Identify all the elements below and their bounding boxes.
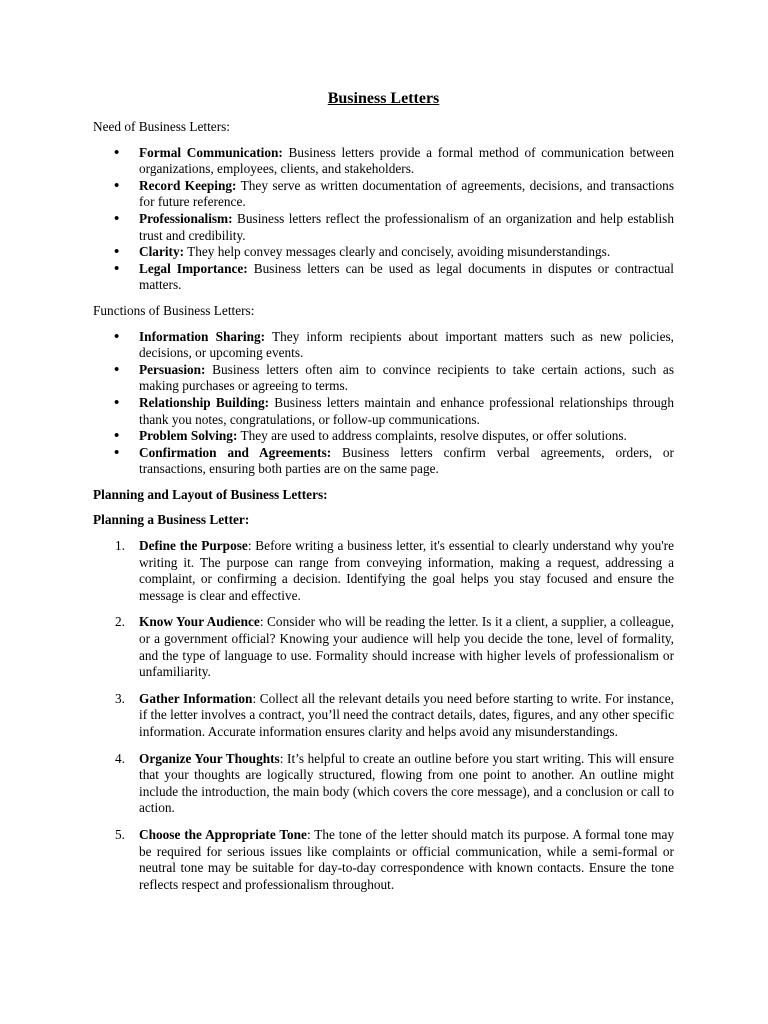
step-item	[93, 691, 674, 741]
step-text: : Consider who will be reading the letter. Is it a client, a supplier, a colleague, or a government official? Knowing your audience will help you decide the tone, level of formality, and the type of language to use. Formality should increase with higher levels of professionalism or unfamiliarity.	[139, 614, 674, 680]
item-text: Business letters confirm verbal agreements, orders, or transactions, ensuring both parties are on the same page.	[139, 444, 674, 477]
need-list	[93, 145, 674, 294]
list-item	[93, 145, 674, 178]
functions-heading: Functions of Business Letters:	[93, 302, 255, 318]
step-term: Define the Purpose	[139, 538, 248, 554]
planning-steps	[93, 538, 674, 893]
item-text: They serve as written documentation of agreements, decisions, and transactions for future reference.	[139, 177, 674, 210]
item-text: Business letters can be used as legal documents in disputes or contractual matters.	[139, 260, 674, 293]
step-item	[93, 538, 674, 604]
item-text: Business letters provide a formal method of communication between organizations, employees, clients, and stakeholders.	[139, 144, 674, 177]
item-text: They inform recipients about important matters such as new policies, decisions, or upcoming events.	[139, 328, 674, 361]
list-item	[93, 428, 674, 445]
functions-list	[93, 329, 674, 478]
step-text: : Collect all the relevant details you need before starting to write. For instance, if the letter involves a contract, you’ll need the contract details, dates, figures, and any other specific information. Accurate information ensures clarity and helps avoid any misunderstandings.	[139, 690, 674, 739]
list-item	[93, 329, 674, 362]
step-item	[93, 751, 674, 817]
item-term: Problem Solving:	[139, 428, 238, 444]
step-number: 1.	[115, 538, 125, 554]
planning-layout-heading: Planning and Layout of Business Letters:	[93, 486, 328, 502]
list-item	[93, 445, 674, 478]
item-text: Business letters often aim to convince recipients to take certain actions, such as making purchases or agreeing to terms.	[139, 361, 674, 394]
item-term: Professionalism:	[139, 210, 233, 226]
step-item	[93, 827, 674, 893]
item-term: Relationship Building:	[139, 394, 270, 410]
list-item	[93, 362, 674, 395]
item-term: Persuasion:	[139, 361, 206, 377]
item-term: Confirmation and Agreements:	[139, 444, 332, 460]
list-item	[93, 178, 674, 211]
list-item	[93, 244, 674, 261]
step-term: Know Your Audience	[139, 614, 260, 630]
item-text: Business letters maintain and enhance professional relationships through thank you notes, congratulations, or follow-up communications.	[139, 394, 674, 427]
list-item	[93, 261, 674, 294]
list-item	[93, 211, 674, 244]
need-heading: Need of Business Letters:	[93, 119, 231, 134]
list-item	[93, 395, 674, 428]
item-text: They help convey messages clearly and concisely, avoiding misunderstandings.	[184, 244, 611, 260]
item-term: Record Keeping:	[139, 177, 237, 193]
step-item	[93, 614, 674, 680]
page-title: Business Letters	[327, 90, 440, 107]
step-term: Organize Your Thoughts	[139, 750, 280, 766]
item-term: Formal Communication:	[139, 144, 283, 160]
step-text: : Before writing a business letter, it's essential to clearly understand why you're writing it. The purpose can range from conveying information, making a request, addressing a complaint, or confirming a decision. Identifying the goal helps you stay focused and ensure the message is clear and effective.	[139, 538, 675, 603]
step-number: 4.	[115, 750, 125, 766]
item-term: Information Sharing:	[139, 328, 266, 344]
step-number: 3.	[115, 690, 125, 706]
planning-heading: Planning a Business Letter:	[93, 512, 250, 528]
item-text: They are used to address complaints, resolve disputes, or offer solutions.	[237, 428, 627, 444]
item-term: Clarity:	[139, 244, 185, 260]
step-text: : The tone of the letter should match its purpose. A formal tone may be required for serious issues like complaints or official communication, while a semi-formal or neutral tone may be suitable for day-to-day correspondence with known contacts. Ensure the tone reflects respect and professionalism throughout.	[139, 826, 674, 892]
step-number: 2.	[115, 614, 125, 630]
item-text: Business letters reflect the professionalism of an organization and help establish trust and credibility.	[139, 210, 674, 243]
step-number: 5.	[115, 826, 125, 842]
item-term: Legal Importance:	[139, 260, 248, 276]
step-term: Choose the Appropriate Tone	[139, 826, 307, 842]
step-text: : It’s helpful to create an outline before you start writing. This will ensure that your thoughts are logically structured, flowing from one point to another. An outline might include the introduction, the main body (which covers the core message), and a conclusion or call to action.	[139, 750, 675, 816]
step-term: Gather Information	[139, 690, 253, 706]
